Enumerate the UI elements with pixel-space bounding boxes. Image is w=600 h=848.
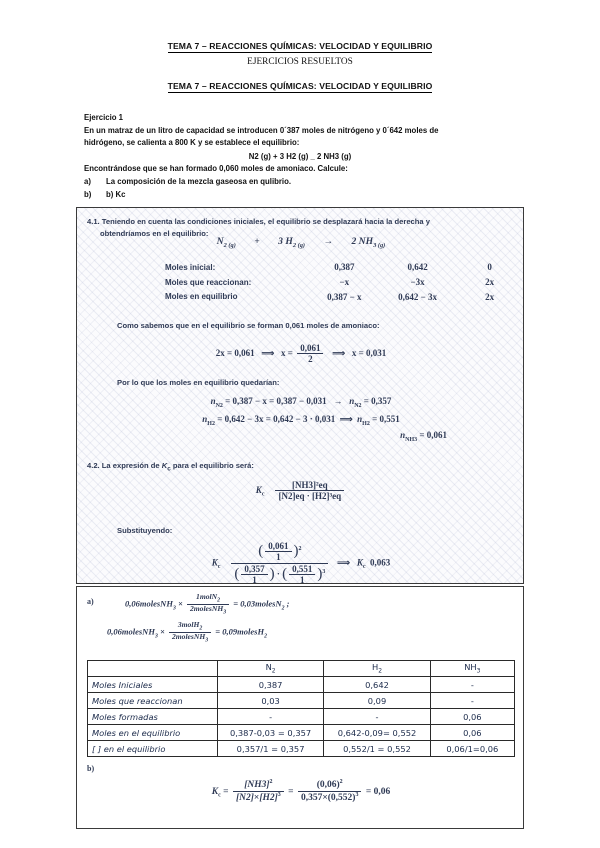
kc-result-subscript: c — [362, 564, 366, 571]
moles-eq-n2-value: = 0,357 — [363, 396, 392, 406]
final-eq-sym-denominator — [233, 791, 284, 804]
header-title-line2: TEMA 7 – REACCIONES QUÍMICAS: VELOCIDAD Y EQUILIBRIO — [167, 81, 433, 91]
ratio1-times-icon: × — [177, 598, 183, 609]
section-42-heading — [87, 461, 254, 473]
kc-sub-den2-frac — [289, 564, 315, 584]
final-num-value-exponent: 2 — [339, 779, 343, 785]
ratio1-tail: ; — [284, 598, 290, 609]
por-lo-que-text: Por lo que los moles en equilibrio quedarían: — [117, 378, 280, 387]
x-eq-arrow-2-icon: ⟹ — [332, 347, 346, 358]
kc-formula-numerator: [NH3]²eq — [291, 480, 328, 490]
final-den-n2: [N2] — [235, 793, 254, 804]
x-eq-arrow-1-icon: ⟹ — [261, 347, 275, 358]
ratio1-result: = 0,03molesN — [233, 598, 282, 609]
n-subscript-h2: H2 — [207, 420, 215, 427]
ratio2-fraction — [169, 621, 211, 644]
table-row — [88, 709, 515, 725]
col-h2-sub: 2 — [378, 667, 383, 675]
row-header-moles-reaccionan: Moles que reaccionan — [88, 693, 218, 709]
reactant-h2 — [278, 236, 305, 247]
kc-sub-den2-volume: 1 — [289, 574, 315, 584]
col-nh3-sub: 3 — [476, 667, 481, 675]
ratio2-result: = 0,09molesH — [215, 626, 265, 637]
statement-line-2: hidrógeno, se calienta a 800 K y se establece el equilibrio: — [84, 138, 300, 148]
moles-eq-h2-expr: = 0,642 − 3x = 0,642 − 3 · 0,031 — [217, 413, 336, 424]
document-header — [0, 36, 600, 67]
final-eq-fraction-symbolic — [233, 779, 284, 804]
kc-result-value: 0,063 — [370, 557, 391, 568]
n-symbol-h2-result: n — [357, 413, 363, 424]
x-eq-fraction — [297, 343, 323, 365]
statement-item-b — [84, 189, 516, 202]
final-num-nh3: [NH3] — [244, 780, 270, 791]
cell-moles-equilibrio-h2: 0,642-0,09= 0,552 — [324, 725, 430, 741]
equilibrium-data-table — [87, 660, 515, 757]
moles-balance-table — [77, 260, 524, 304]
table-row — [77, 260, 524, 275]
section-b-label: b) — [87, 764, 95, 773]
table-header-row — [88, 661, 515, 677]
moles-eq-h2-value: = 0,551 — [372, 413, 400, 424]
ratio1-den-text: 2molesNH — [189, 604, 224, 614]
nh3-state: 3 (g) — [373, 241, 386, 249]
final-den-value-exponent: 3 — [355, 792, 359, 799]
cell-moles-formadas-nh3: 0,06 — [430, 709, 514, 725]
final-kc-result: 0,06 — [373, 786, 391, 797]
kc-substitution-fraction — [231, 541, 328, 584]
ratio2-result-sub: 2 — [264, 633, 267, 640]
table-row — [88, 725, 515, 741]
final-num-value: (0,06) — [316, 780, 340, 791]
section-a-label: a) — [87, 597, 94, 606]
equilibrium-moles-equations — [77, 396, 524, 432]
nh3-coefficient: 2 — [351, 236, 357, 247]
moles-reacted-nh3: 2x — [485, 277, 495, 288]
moles-eq-h2-arrow-icon: ⟹ — [339, 413, 353, 424]
final-eq-sym-numerator — [233, 779, 284, 791]
exercise-label: Ejercicio 1 — [84, 113, 124, 122]
moles-eq-n2-expr: = 0,387 − x = 0,387 − 0,031 — [225, 396, 327, 406]
moles-equilibrium-nh3: 2x — [485, 291, 495, 302]
cell-moles-reaccionan-h2: 0,09 — [324, 693, 430, 709]
table-row — [88, 741, 515, 757]
table-row — [88, 677, 515, 693]
ratio2-den-text: 2molesNH — [171, 632, 206, 642]
cell-conc-equilibrio-n2: 0,357/1 = 0,357 — [217, 741, 323, 757]
cell-moles-equilibrio-nh3: 0,06 — [430, 725, 514, 741]
kc-substitution-equation — [77, 541, 524, 584]
moles-initial-nh3: 0 — [487, 262, 492, 273]
cell-moles-reaccionan-nh3: - — [430, 693, 514, 709]
ratio2-num-text: 3molH — [177, 620, 200, 629]
ratio1-lead: 0,06molesNH — [125, 598, 173, 609]
kc-sub-den2-value: 0,551 — [292, 563, 313, 574]
table-row — [88, 693, 515, 709]
final-num-exponent: 2 — [269, 779, 273, 785]
kc-subscript-sub-eq: c — [217, 564, 221, 571]
moles-initial-label: Moles inicial: — [165, 262, 216, 272]
ratio1-num-sub: 2 — [217, 597, 221, 604]
kc-subscript-heading: c — [167, 465, 171, 473]
ratio1-result-sub: 2 — [281, 605, 285, 612]
kc-sub-den1-value: 0,357 — [244, 563, 265, 574]
reactant-n2 — [217, 236, 236, 247]
ratio1-num-text: 1molN — [196, 592, 218, 601]
table-column-header-h2 — [324, 661, 430, 677]
kc-formula-fraction — [275, 480, 344, 502]
n-symbol-n2: n — [210, 396, 216, 406]
final-eq-equals-2: = — [288, 786, 294, 797]
kc-sub-denominator: ( $\frac{0,357}{1}$ ) · ( $\frac{0,551}{1}$ )$^3$ — [231, 563, 328, 584]
kc-sub-num-inner-frac — [265, 541, 291, 563]
h2-coefficient: 3 — [278, 236, 283, 247]
x-solution-equation — [77, 343, 524, 365]
moles-equilibrium-label: Moles en equilibrio — [165, 292, 238, 302]
nh3-symbol: NH — [358, 236, 374, 247]
statement-item-a-label: a) — [84, 176, 91, 186]
moles-initial-h2: 0,642 — [407, 262, 428, 273]
kc-sub-den1-frac — [241, 564, 267, 584]
n2-symbol: N — [216, 236, 224, 247]
ratio2-lead: 0,06molesNH — [107, 626, 155, 637]
cell-conc-equilibrio-h2: 0,552/1 = 0,552 — [324, 741, 430, 757]
kc-substitution-arrow-icon: ⟹ — [337, 557, 351, 568]
moles-eq-n2-arrow-icon: → — [333, 396, 343, 406]
cell-moles-reaccionan-n2: 0,03 — [217, 693, 323, 709]
ratio1-den-sub: 3 — [223, 609, 227, 616]
h2-state: 2 (g) — [292, 241, 306, 249]
kc-sub-den2-exponent: 3 — [322, 568, 326, 575]
ratio2-numerator — [169, 621, 211, 632]
table-column-header-nh3 — [430, 661, 514, 677]
moles-reacted-n2: −x — [339, 277, 350, 288]
product-nh3 — [351, 236, 385, 247]
cell-moles-formadas-n2: - — [217, 709, 323, 725]
n-subscript-n2: N2 — [215, 402, 223, 409]
ratio2-denominator — [169, 632, 211, 644]
moles-eq-nh3-value: = 0,061 — [419, 430, 447, 440]
statement-line-3: Encontrándose que se han formado 0,060 moles de amoniaco. Calcule: — [84, 164, 348, 174]
final-kc-symbol: K — [211, 786, 219, 797]
col-h2-text: H — [371, 662, 379, 673]
final-den-value: 0,357×(0,552) — [300, 793, 356, 804]
n-subscript-n2-result: N2 — [354, 402, 362, 409]
header-subtitle: EJERCICIOS RESUELTOS — [247, 57, 353, 67]
moles-initial-n2: 0,387 — [334, 262, 355, 273]
moles-eq-n2-line — [77, 396, 524, 409]
statement-item-b-text: b) Kc — [106, 189, 126, 199]
x-eq-frac-numerator: 0,061 — [300, 343, 321, 353]
n-subscript-nh3: NH3 — [405, 436, 418, 443]
reaction-arrow-icon: → — [323, 236, 334, 247]
x-eq-frac-denominator: 2 — [297, 353, 323, 364]
cell-moles-equilibrio-n2: 0,387-0,03 = 0,357 — [217, 725, 323, 741]
final-eq-fraction-numeric — [298, 779, 362, 804]
cell-moles-formadas-h2: - — [324, 709, 430, 725]
col-n2-text: N — [265, 662, 272, 673]
solution-box-upper — [76, 207, 524, 584]
moles-reacted-label: Moles que reaccionan: — [165, 277, 252, 287]
statement-item-b-label: b) — [84, 189, 92, 199]
cell-conc-equilibrio-nh3: 0,06/1=0,06 — [430, 741, 514, 757]
kc-formula-denominator: [N2]eq · [H2]³eq — [275, 490, 344, 501]
x-eq-left: 2x = 0,061 — [215, 347, 255, 358]
ratio2-times-icon: × — [159, 626, 165, 637]
x-eq-mid-var: x = — [281, 347, 293, 358]
n2-state: 2 (g) — [223, 241, 236, 249]
n-subscript-h2-result: H2 — [362, 420, 370, 427]
kc-expression-formula — [77, 480, 524, 502]
row-header-moles-formadas: Moles formadas — [88, 709, 218, 725]
kc-sub-numerator: ( $\frac{0,061}{1}$ )$^2$ — [258, 541, 302, 563]
final-den-h2: [H2] — [259, 793, 278, 804]
statement-item-a-text: La composición de la mezcla gaseosa en qulibrio. — [106, 176, 292, 186]
section-41-heading-line2: obtendríamos en el equilibrio: — [100, 228, 209, 238]
row-header-moles-iniciales: Moles Iniciales — [88, 677, 218, 693]
reaction-plus: + — [254, 236, 260, 247]
kc-symbol: K — [255, 484, 262, 495]
final-eq-num-numerator — [298, 779, 362, 791]
final-den-times-icon: × — [253, 793, 260, 804]
ratio1-numerator — [187, 593, 229, 604]
como-sabemos-text: Como sabemos que en el equilibrio se forman 0,061 moles de amoniaco: — [117, 321, 380, 330]
n-symbol-n2-result: n — [349, 396, 355, 406]
n-symbol-h2: n — [202, 413, 208, 424]
substituyendo-label: Substituyendo: — [117, 526, 173, 535]
kc-sub-num-exponent: 2 — [298, 545, 302, 552]
cell-moles-iniciales-n2: 0,387 — [217, 677, 323, 693]
kc-sub-num-value: 0,061 — [268, 541, 289, 551]
section-42-heading-post: para el equilibrio será: — [170, 461, 254, 470]
moles-equilibrium-n2: 0,387 − x — [327, 291, 362, 302]
section-42-heading-pre: 4.2. La expresión de — [87, 461, 162, 470]
kc-symbol-heading: K — [161, 461, 168, 470]
equilibrium-reaction-equation — [77, 236, 524, 249]
table-column-header-n2 — [217, 661, 323, 677]
moles-eq-nh3-line — [77, 430, 447, 443]
ratio1-denominator — [187, 604, 229, 616]
stoichiometry-equation-h2 — [107, 621, 267, 644]
final-eq-equals-1: = — [223, 786, 229, 797]
col-n2-sub: 2 — [271, 667, 276, 675]
row-header-conc-equilibrio: [ ] en el equilibrio — [88, 741, 218, 757]
cell-moles-iniciales-nh3: - — [430, 677, 514, 693]
solution-box-lower — [76, 586, 524, 829]
problem-statement — [84, 112, 516, 201]
col-nh3-text: NH — [464, 662, 477, 673]
row-header-moles-equilibrio: Moles en el equilibrio — [88, 725, 218, 741]
moles-reacted-h2: −3x — [410, 277, 425, 288]
kc-symbol-sub-eq: K — [211, 557, 218, 568]
final-eq-equals-3: = — [365, 786, 372, 797]
ratio2-den-sub: 3 — [205, 637, 209, 644]
ratio1-fraction — [187, 593, 229, 616]
final-den-exponent: 3 — [277, 792, 281, 799]
cell-moles-iniciales-h2: 0,642 — [324, 677, 430, 693]
document-section-header — [0, 76, 600, 94]
statement-reaction-equation: N2 (g) + 3 H2 (g) _ 2 NH3 (g) — [248, 151, 352, 161]
table-row — [77, 275, 524, 290]
kc-result-symbol: K — [356, 557, 363, 568]
kc-sub-num-volume: 1 — [265, 551, 291, 562]
kc-subscript: c — [261, 491, 265, 498]
table-row — [77, 290, 524, 305]
table-corner-cell — [88, 661, 218, 677]
stoichiometry-equation-n2 — [125, 593, 289, 616]
header-title-line1: TEMA 7 – REACCIONES QUÍMICAS: VELOCIDAD Y EQUILIBRIO — [167, 41, 433, 51]
n-symbol-nh3: n — [400, 430, 406, 440]
final-kc-equation — [77, 779, 524, 804]
h2-symbol: H — [285, 236, 293, 247]
ratio1-lead-sub: 3 — [172, 605, 176, 612]
ratio2-lead-sub: 3 — [154, 633, 158, 640]
final-eq-num-denominator — [298, 791, 362, 804]
x-eq-result: x = 0,031 — [351, 347, 387, 358]
statement-item-a — [84, 176, 516, 189]
statement-line-1: En un matraz de un litro de capacidad se introducen 0´387 moles de nitrógeno y 0´642 moles de — [84, 125, 439, 135]
moles-equilibrium-h2: 0,642 − 3x — [398, 291, 438, 302]
kc-sub-den1-volume: 1 — [241, 574, 267, 584]
final-kc-subscript: c — [218, 792, 221, 799]
section-41-heading-line1: 4.1. Teniendo en cuenta las condiciones iniciales, el equilibrio se desplazará hacia la derecha y — [87, 217, 430, 226]
moles-eq-h2-line — [77, 414, 524, 427]
ratio2-num-sub: 2 — [199, 625, 203, 632]
